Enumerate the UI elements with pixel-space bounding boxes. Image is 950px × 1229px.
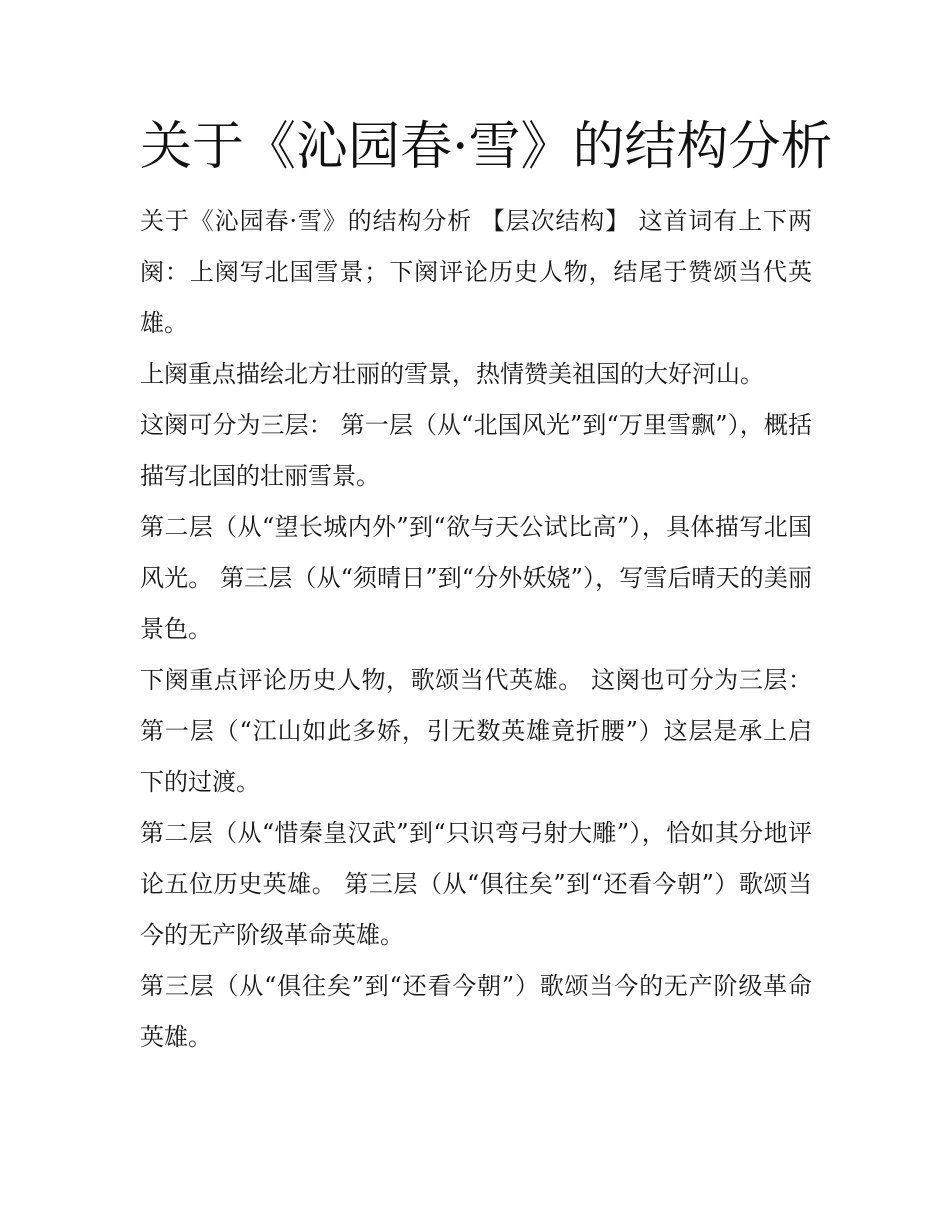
document-body — [140, 196, 812, 1063]
document-title: 关于《沁园春·雪》的结构分析 — [140, 117, 833, 177]
paragraph-upper-stanza-summary: 上阕重点描绘北方壮丽的雪景，热情赞美祖国的大好河山。 — [140, 360, 764, 388]
paragraph-lower-layers-two-three: 第二层（从“惜秦皇汉武”到“只识弯弓射大雕”），恰如其分地评论五位历史英雄。 第三层（从“俱往矣”到“还看今朝”）歌颂当今的无产阶级革命英雄。 — [140, 819, 812, 949]
paragraph-overview: 关于《沁园春·雪》的结构分析 【层次结构】 这首词有上下两阕：上阕写北国雪景；下阕评论历史人物，结尾于赞颂当代英雄。 — [140, 207, 812, 337]
paragraph-lower-stanza-layer-one: 下阕重点评论历史人物，歌颂当代英雄。 这阕也可分为三层： 第一层（“江山如此多娇，引无数英雄竟折腰”）这层是承上启下的过渡。 — [140, 666, 812, 796]
paragraph-lower-layer-three: 第三层（从“俱往矣”到“还看今朝”）歌颂当今的无产阶级革命英雄。 — [140, 972, 812, 1051]
paragraph-upper-layer-one: 这阕可分为三层： 第一层（从“北国风光”到“万里雪飘”），概括描写北国的壮丽雪景。 — [140, 411, 812, 490]
paragraph-upper-layers-two-three: 第二层（从“望长城内外”到“欲与天公试比高”），具体描写北国风光。 第三层（从“须晴日”到“分外妖娆”），写雪后晴天的美丽景色。 — [140, 513, 812, 643]
